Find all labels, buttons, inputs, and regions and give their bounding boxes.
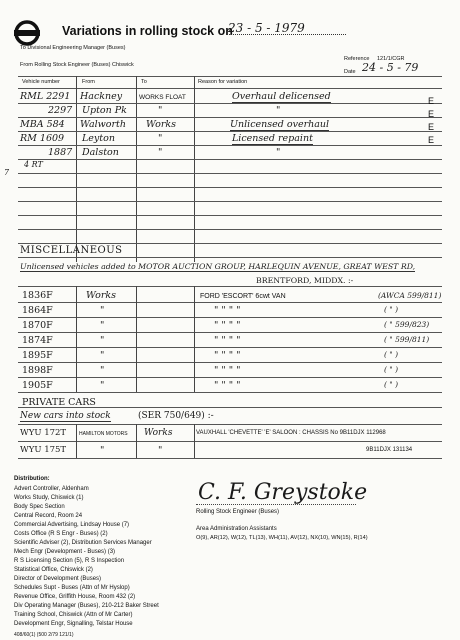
table-rule (18, 103, 442, 104)
column-divider (136, 286, 137, 392)
misc-row5-from: " (100, 350, 105, 361)
signature-title: Rolling Stock Engineer (Buses) (196, 509, 280, 515)
distribution-item: Costs Office (R S Engr - Buses) (2) (14, 531, 108, 537)
misc-row4-ref: ( " 599/811) (384, 335, 430, 344)
distribution-item: Works Study, Chiswick (1) (14, 495, 84, 501)
row1-from: Hackney (80, 91, 123, 102)
distribution-item: Training School, Chiswick (Attn of Mr Carter) (14, 612, 133, 618)
table-rule (18, 332, 442, 333)
table-rule (18, 117, 442, 118)
row2-reason: " (276, 105, 281, 116)
column-header-to: To (141, 79, 147, 85)
distribution-item: Body Spec Section (14, 504, 65, 510)
table-rule (18, 257, 442, 258)
row4-to: " (158, 133, 163, 144)
table-rule (18, 286, 442, 287)
table-rule (18, 362, 442, 363)
misc-row1-vehicle: 1836F (22, 290, 53, 301)
table-rule (18, 173, 442, 174)
table-rule (18, 215, 442, 216)
misc-row1-reason: FORD 'ESCORT' 6cwt VAN (200, 293, 286, 300)
title-date: 23 - 5 - 1979 (228, 21, 305, 35)
misc-row4-vehicle: 1874F (22, 335, 53, 346)
misc-row6-ref: ( " ) (384, 365, 399, 374)
car2-to: " (158, 445, 163, 456)
distribution-item: Mech Engr (Development - Buses) (3) (14, 549, 116, 555)
signature: C. F. Greystoke (198, 480, 368, 505)
misc-row6-vehicle: 1898F (22, 365, 53, 376)
table-rule (18, 424, 442, 425)
car2-reason: 9B11DJX 131134 (366, 447, 413, 453)
table-rule (18, 377, 442, 378)
distribution-item: Revenue Office, Griffith House, Room 432 (2) (14, 594, 136, 600)
misc-row5-reason: " " " " (214, 350, 241, 361)
table-rule (18, 317, 442, 318)
table-rule (18, 302, 442, 303)
row2-to: " (158, 105, 163, 116)
table-rule (18, 76, 442, 77)
misc-line1: Unlicensed vehicles added to MOTOR AUCTION GROUP, HARLEQUIN AVENUE, GREAT WEST RD, (20, 262, 416, 271)
car1-to: Works (144, 428, 173, 438)
table-rule (18, 229, 442, 230)
misc-row7-from: " (100, 380, 105, 391)
table-rule (18, 347, 442, 348)
margin-tick: 7 (4, 168, 10, 177)
area-admin-heading: Area Administration Assistants (196, 526, 277, 532)
distribution-item: R S Licensing Section (5), R S Inspection (14, 558, 125, 564)
misc-row2-vehicle: 1864F (22, 305, 53, 316)
row3-flag: E (428, 122, 435, 132)
misc-row1-ref: (AWCA 599/811) (378, 291, 442, 300)
misc-row5-ref: ( " ) (384, 350, 399, 359)
row3-reason: Unlicensed overhaul (230, 119, 330, 130)
area-admin-list: O(9), AR(12), W(12), TL(13), WH(11), AV(12), NX(10), WN(15), R(14) (196, 535, 368, 541)
distribution-item: Development Engr, Signalling, Telstar House (14, 621, 133, 627)
row1-flag: E (428, 96, 435, 106)
london-transport-roundel-logo (14, 20, 40, 46)
misc-row2-reason: " " " " (214, 305, 241, 316)
form-code: 408/60(1) (500 2/79 121/1) (14, 632, 74, 638)
form-title: Variations in rolling stock on (62, 24, 233, 38)
column-divider (76, 424, 77, 458)
distribution-item: Div Operating Manager (Buses), 210-212 Baker Street (14, 603, 159, 609)
row4-flag: E (428, 135, 435, 145)
signature-line (196, 504, 356, 505)
from-line: From Rolling Stock Engineer (Buses) Chiswick (20, 62, 134, 68)
misc-heading: MISCELLANEOUS (20, 245, 123, 256)
column-divider (76, 286, 77, 392)
column-header-vehicle: Vehicle number (22, 79, 60, 85)
private-cars-ser: (SER 750/649) :- (138, 411, 214, 421)
car1-from: HAMILTON MOTORS (79, 431, 128, 437)
misc-row3-reason: " " " " (214, 320, 241, 331)
distribution-item: Statistical Office, Chiswick (2) (14, 567, 93, 573)
table-rule (18, 159, 442, 160)
car2-from: " (100, 445, 105, 456)
reference-label: Reference (344, 56, 370, 62)
table-rule (18, 392, 442, 393)
column-divider (136, 424, 137, 458)
table-rule (18, 201, 442, 202)
column-divider (194, 286, 195, 392)
distribution-item: Advert Controller, Aldenham (14, 486, 89, 492)
misc-row3-vehicle: 1870F (22, 320, 53, 331)
misc-row2-from: " (100, 305, 105, 316)
distribution-item: Scientific Adviser (2), Distribution Services Manager (14, 540, 152, 546)
private-cars-subheading: New cars into stock (20, 411, 111, 421)
table-rule (18, 458, 442, 459)
table-rule (18, 441, 442, 442)
row1-reason: Overhaul delicensed (232, 91, 331, 102)
car1-reason: VAUXHALL 'CHEVETTE' 'E' SALOON : CHASSIS No 9B11DJX 112968 (196, 430, 386, 436)
misc-row6-from: " (100, 365, 105, 376)
table-rule (18, 88, 442, 89)
private-cars-heading: PRIVATE CARS (22, 397, 96, 408)
table-rule (18, 187, 442, 188)
row3-from: Walworth (80, 119, 126, 130)
table-rule (18, 145, 442, 146)
column-divider (194, 424, 195, 458)
column-header-from: From (82, 79, 95, 85)
misc-row4-reason: " " " " (214, 335, 241, 346)
row1-vehicle: RML 2291 (20, 91, 71, 102)
date-value: 24 - 5 - 79 (362, 61, 419, 74)
car1-vehicle: WYU 172T (20, 428, 67, 438)
row1-to: WORKS FLOAT (139, 94, 186, 101)
distribution-item: Schedules Supt - Buses (Attn of Mr Hyslop) (14, 585, 130, 591)
distribution-item: Commercial Advertising, Lindsay House (7) (14, 522, 130, 528)
misc-row6-reason: " " " " (214, 365, 241, 376)
row2-from: Upton Pk (82, 105, 127, 116)
table-rule (18, 243, 442, 244)
table-rule (18, 131, 442, 132)
row5-vehicle: 1887 (48, 147, 73, 158)
row4-from: Leyton (82, 133, 115, 144)
misc-line2: BRENTFORD, MIDDX. :- (256, 276, 354, 285)
title-date-line (226, 34, 346, 35)
misc-row3-ref: ( " 599/823) (384, 320, 430, 329)
row5-to: " (158, 147, 163, 158)
row3-vehicle: MBA 584 (20, 119, 65, 130)
misc-row7-reason: " " " " (214, 380, 241, 391)
misc-row5-vehicle: 1895F (22, 350, 53, 361)
row5-reason: " (276, 147, 281, 158)
misc-row3-from: " (100, 320, 105, 331)
reference-value: 121/1/CGR (377, 56, 405, 62)
column-header-reason: Reason for variation (198, 79, 248, 85)
misc-row1-from: Works (86, 290, 117, 301)
distribution-heading: Distribution: (14, 476, 50, 482)
row4-vehicle: RM 1609 (20, 133, 65, 144)
row5-from: Dalston (82, 147, 119, 158)
distribution-item: Central Record, Room 24 (14, 513, 83, 519)
date-label: Date (344, 69, 356, 75)
row3-to: Works (146, 119, 177, 130)
margin-note: 4 RT (24, 160, 43, 169)
row2-flag: E (428, 109, 435, 119)
to-line: To Divisional Engineering Manager (Buses) (20, 45, 126, 51)
misc-row4-from: " (100, 335, 105, 346)
misc-row2-ref: ( " ) (384, 305, 399, 314)
misc-row7-ref: ( " ) (384, 380, 399, 389)
row4-reason: Licensed repaint (232, 133, 313, 144)
distribution-item: Director of Development (Buses) (14, 576, 102, 582)
misc-row7-vehicle: 1905F (22, 380, 53, 391)
row2-vehicle: 2297 (48, 105, 73, 116)
car2-vehicle: WYU 175T (20, 445, 67, 455)
